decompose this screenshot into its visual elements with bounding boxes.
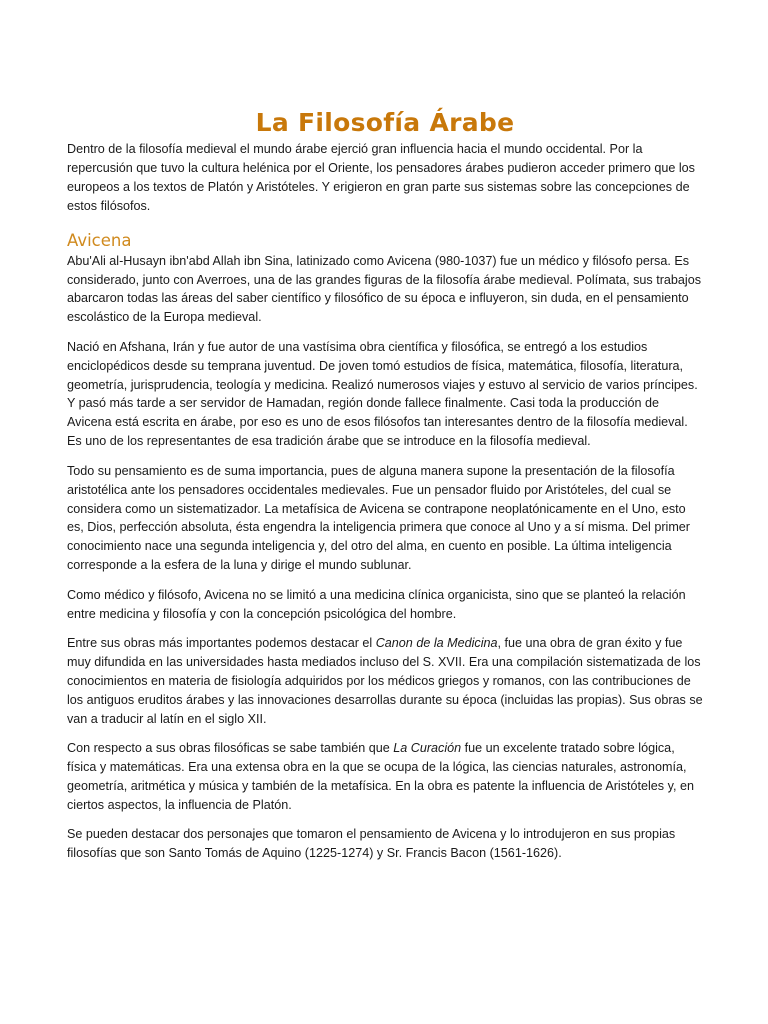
paragraph-works-canon — [67, 634, 703, 729]
work-title-curacion: La Curación — [393, 740, 462, 755]
paragraph-works-curacion — [67, 739, 703, 815]
intro-paragraph: Dentro de la filosofía medieval el mundo árabe ejerció gran influencia hacia el mundo occidental. Por la repercusión que tuvo la cultura helénica por el Oriente, los pensadores árabes pudieron acceder primero que los europeos a los textos de Platón y Aristóteles. Y erigieron en gran parte sus sistemas sobre las concepciones de estos filósofos. — [67, 142, 695, 213]
work-title-canon: Canon de la Medicina — [375, 635, 498, 650]
document-page — [67, 106, 703, 873]
paragraph-text: fue un excelente tratado sobre lógica, física y matemáticas. Era una extensa obra en la que se ocupa de la lógica, las ciencias naturales, astronomía, geometría, aritmética y música y también de la metafísica. En la obra es patente la influencia de Aristóteles y, en ciertos aspectos, la influencia de Platón. — [67, 740, 694, 812]
paragraph-life: Nació en Afshana, Irán y fue autor de una vastísima obra científica y filosófica, se entregó a los estudios enciclopédicos desde su temprana juventud. De joven tomó estudios de física, matemática, filosofía, literatura, geometría, jurisprudencia, teología y medicina. Realizó numerosos viajes y estuvo al servicio de varios príncipes. Y pasó más tarde a ser servidor de Hamadan, región donde fallece finalmente. Casi toda la producción de Avicena está escrita en árabe, por eso es uno de esos filósofos tan interesantes dentro de la filosofía medieval. Es uno de los representantes de esa tradición árabe que se introduce en la filosofía medieval. — [67, 339, 698, 449]
paragraph-text: Entre sus obras más importantes podemos destacar el — [67, 635, 376, 650]
paragraph-thought: Todo su pensamiento es de suma importancia, pues de alguna manera supone la presentación de la filosofía aristotélica ante los pensadores occidentales medievales. Fue un pensador fluido por Aristóteles, del cual se considera como un sistematizador. La metafísica de Avicena se contrapone neoplatónicamente en el Uno, esto es, Dios, perfección absoluta, ésta engendra la inteligencia primera que conoce al Uno y a sí misma. Del primer conocimiento nace una segunda inteligencia y, del otro del alma, en cuento en posible. La última inteligencia corresponde a la esfera de la luna y dirige el mundo sublunar. — [67, 463, 691, 573]
paragraph-biography: Abu'Ali al-Husayn ibn'abd Allah ibn Sina, latinizado como Avicena (980-1037) fue un médico y filósofo persa. Es considerado, junto con Averroes, una de las grandes figuras de la filosofía árabe medieval. Polímata, sus trabajos abarcaron todas las áreas del saber científico y filosófico de su época e influyeron, sin duda, en el pensamiento escolástico de la Europa medieval. — [67, 253, 702, 325]
paragraph-influence: Se pueden destacar dos personajes que tomaron el pensamiento de Avicena y lo introdujeron en sus propias filosofías que son Santo Tomás de Aquino (1225-1274) y Sr. Francis Bacon (1561-1626). — [67, 827, 676, 860]
document-title: La Filosofía Árabe — [255, 108, 515, 137]
paragraph-text: Con respecto a sus obras filosóficas se sabe también que — [67, 740, 394, 755]
section-heading-avicena: Avicena — [67, 230, 132, 250]
paragraph-medicine: Como médico y filósofo, Avicena no se limitó a una medicina clínica organicista, sino que se planteó la relación entre medicina y filosofía y con la concepción psicológica del hombre. — [67, 587, 686, 621]
paragraph-text: , fue una obra de gran éxito y fue muy difundida en las universidades hasta mediados incluso del S. XVII. Era una compilación sistematizada de los conocimientos en materia de fisiología adquiridos por los médicos griegos y romanos, con las contribuciones de los antiguos eruditos árabes y las innovaciones desarrollas durante su época (incluidas las propias). Sus obras se van a traducir al latín en el siglo XII. — [67, 635, 703, 726]
